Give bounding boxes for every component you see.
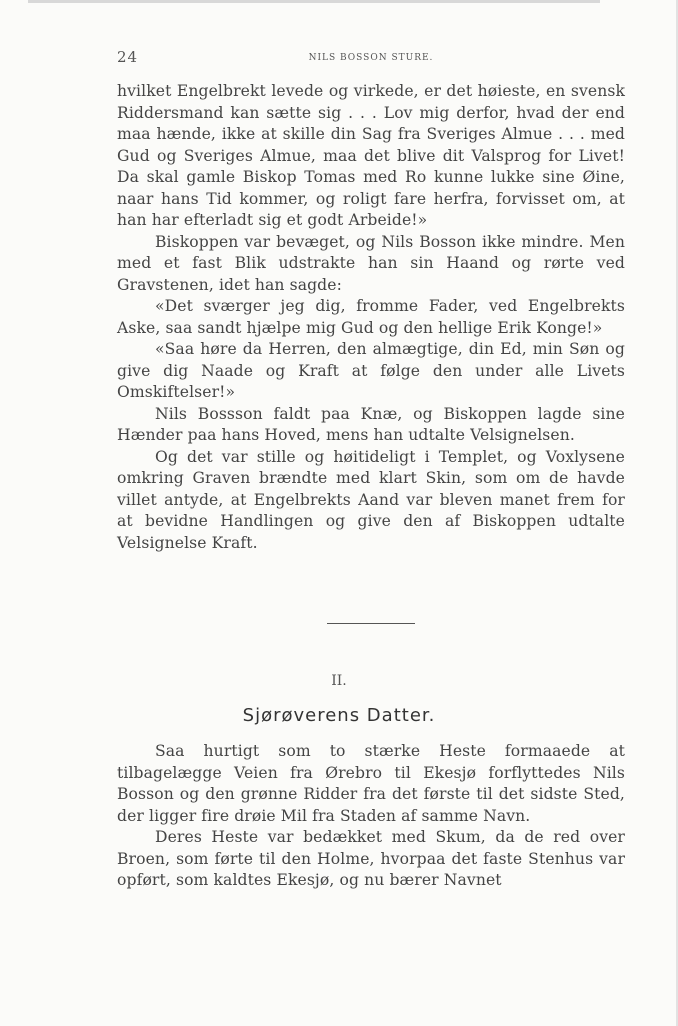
paragraph: Saa hurtigt som to stærke Heste formaaede at tilbagelægge Veien fra Ørebro til Ekesjø forflyttedes Nils Bosson og den grønne Ridder fra det første til det sidste Sted, der ligger fire drøie Mil fra Staden af samme Navn. xyxy=(117,742,625,825)
paragraph: Biskoppen var bevæget, og Nils Bosson ikke mindre. Men med et fast Blik udstrakte han sin Haand og rørte ved Gravstenen, idet han sagde: xyxy=(117,232,625,294)
chapter-title: Sjørøverens Datter. xyxy=(242,705,436,726)
body-text-bottom xyxy=(117,741,625,892)
running-head: NILS BOSSON STURE. xyxy=(308,53,434,63)
body-text-top xyxy=(117,81,625,554)
section-divider xyxy=(327,623,415,624)
paragraph: «Det sværger jeg dig, fromme Fader, ved Engelbrekts Aske, saa sandt hjælpe mig Gud og den hellige Erik Konge!» xyxy=(117,297,625,337)
page-number: 24 xyxy=(117,48,139,66)
paragraph: Deres Heste var bedækket med Skum, da de red over Broen, som førte til den Holme, hvorpaa det faste Stenhus var opført, som kaldtes Ekesjø, og nu bærer Navnet xyxy=(117,828,625,889)
page-top-edge xyxy=(28,0,600,3)
paragraph: Og det var stille og høitideligt i Templet, og Voxlysene omkring Graven brændte med klart Skin, som om de havde villet antyde, at Engelbrekts Aand var bleven manet frem for at bevidne Handlingen og give den af Biskoppen udtalte Velsignelse Kraft. xyxy=(117,447,625,552)
chapter-number: II. xyxy=(331,673,347,689)
paragraph: Nils Bossson faldt paa Knæ, og Biskoppen lagde sine Hænder paa hans Hoved, mens han udtalte Velsignelsen. xyxy=(117,404,625,444)
paragraph: «Saa høre da Herren, den almægtige, din Ed, min Søn og give dig Naade og Kraft at følge den under alle Livets Omskiftelser!» xyxy=(117,340,625,401)
paragraph: hvilket Engelbrekt levede og virkede, er det høieste, en svensk Riddersmand kan sætte sig . . . Lov mig derfor, hvad der end maa hænde, ikke at skille din Sag fra Sveriges Almue . . . med Gud og Sveriges Almue, maa det blive dit Valsprog for Livet! Da skal gamle Biskop Tomas med Ro kunne lukke sine Øine, naar hans Tid kommer, og roligt fare herfra, forvisset om, at han har efterladt sig et godt Arbeide!» xyxy=(117,82,625,229)
page-header xyxy=(117,48,625,70)
